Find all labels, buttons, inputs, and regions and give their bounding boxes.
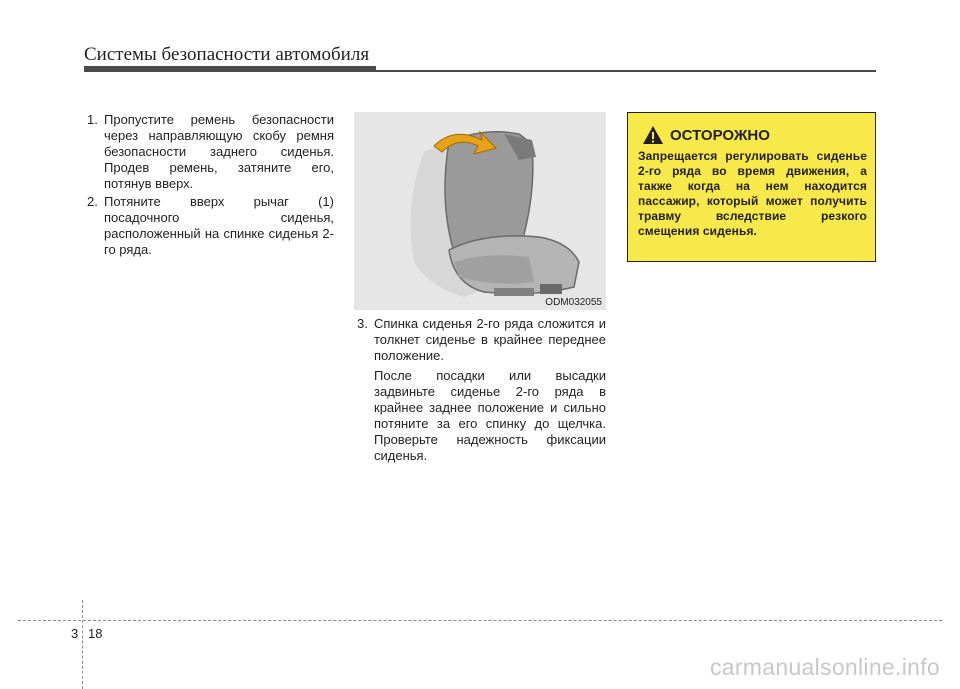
step-text: Пропустите ремень безопасности через направляющую скобу ремня безопасности заднего сиденья. Продев ремень, затяните его, потянув вверх. — [104, 112, 334, 191]
folding-seat-illustration — [354, 112, 606, 310]
header-rule — [84, 70, 876, 72]
figure-code: ODM032055 — [545, 297, 602, 308]
step-item — [354, 316, 606, 464]
step-item — [84, 194, 334, 258]
warning-title: ОСТОРОЖНО — [670, 126, 770, 144]
page-number: 18 — [88, 626, 103, 641]
page-header-title: Системы безопасности автомобиля — [84, 44, 370, 65]
step-number: 3. — [357, 316, 368, 331]
warning-header — [642, 125, 770, 145]
step-number: 2. — [87, 194, 98, 209]
chapter-number: 3 — [71, 626, 79, 641]
step-item — [84, 112, 334, 192]
step-text: Спинка сиденья 2-го ряда сложится и толкнет сиденье в крайнее переднее положение. — [374, 316, 606, 363]
footer-divider — [82, 600, 83, 689]
footer-rule — [18, 620, 942, 621]
middle-column — [354, 316, 606, 466]
watermark: carmanualsonline.info — [709, 654, 940, 680]
left-column — [84, 112, 334, 260]
warning-text: Запрещается регулировать сиденье 2-го ряда во время движения, а также когда на нем находится пассажир, который может получить травму вследствие резкого смещения сиденья. — [638, 149, 867, 238]
step-text: Потяните вверх рычаг (1) посадочного сиденья, расположенный на спинке сиденья 2-го ряда. — [104, 194, 334, 257]
step-note: После посадки или высадки задвиньте сиденье 2-го ряда в крайнее заднее положение и сильно потяните за его спинку до щелчка. Проверьте надежность фиксации сиденья. — [374, 368, 606, 463]
warning-triangle-icon — [642, 125, 664, 145]
step-number: 1. — [87, 112, 98, 127]
seat-figure — [354, 112, 606, 310]
warning-box — [627, 112, 876, 262]
